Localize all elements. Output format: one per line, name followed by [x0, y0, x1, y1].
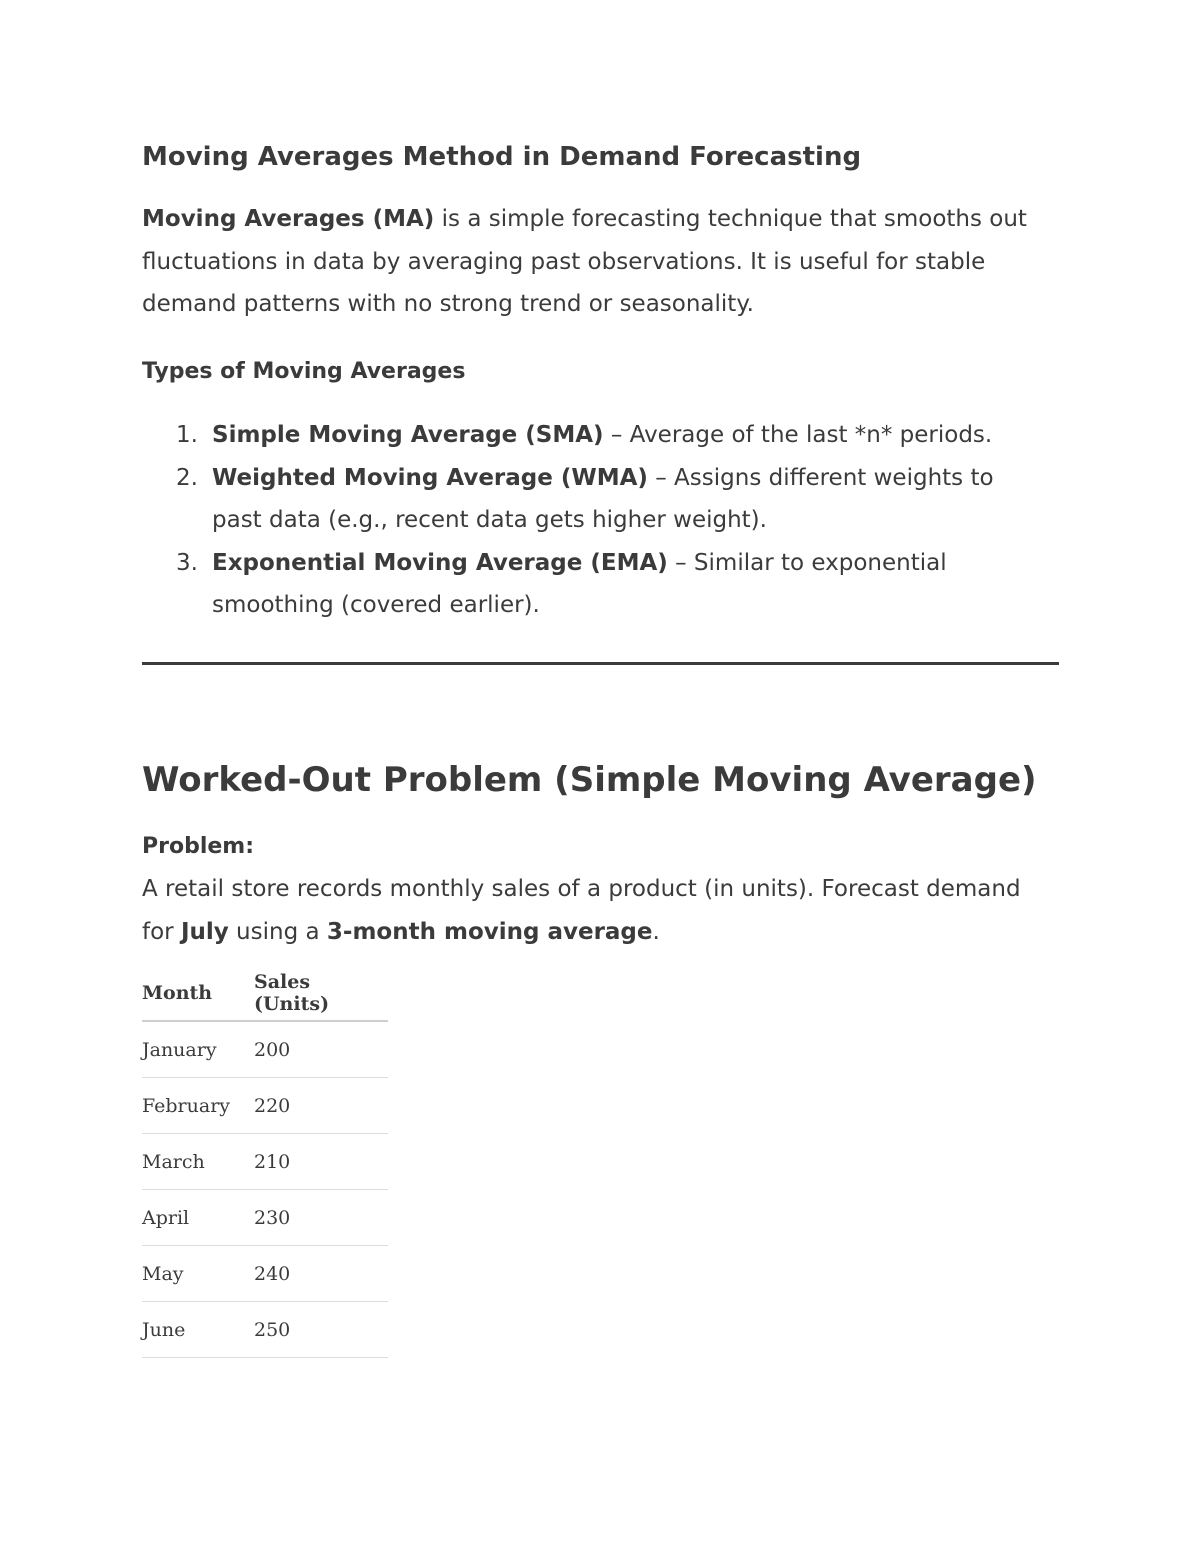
horizontal-divider: [142, 662, 1059, 665]
table-row: [142, 1021, 388, 1078]
column-header-sales: Sales (Units): [254, 966, 388, 1021]
month-cell: June: [142, 1302, 254, 1358]
list-item: [142, 414, 1022, 457]
problem-text-part: using a: [228, 918, 327, 945]
month-cell: February: [142, 1078, 254, 1134]
sales-cell: 240: [254, 1246, 388, 1302]
list-number: 1.: [176, 422, 198, 448]
table-row: [142, 1078, 388, 1134]
month-cell: May: [142, 1246, 254, 1302]
problem-bold-method: 3-month moving average: [326, 918, 653, 945]
problem-bold-month: July: [180, 918, 229, 945]
list-item: [142, 542, 1022, 627]
month-cell: January: [142, 1021, 254, 1078]
problem-label: Problem:: [142, 834, 255, 859]
month-cell: April: [142, 1190, 254, 1246]
table-row: [142, 1302, 388, 1358]
column-header-month: Month: [142, 966, 254, 1021]
types-heading: Types of Moving Averages: [142, 359, 466, 384]
intro-term: Moving Averages (MA): [142, 206, 435, 232]
problem-text-part: .: [652, 918, 660, 945]
list-description: – Similar to exponential smoothing (covered earlier).: [212, 549, 947, 618]
table-row: [142, 1190, 388, 1246]
intro-paragraph: [142, 198, 1059, 326]
section-title: Moving Averages Method in Demand Forecasting: [142, 142, 862, 172]
problem-text-part: A retail store records monthly sales of a product (in units). Forecast demand for: [142, 876, 1021, 945]
table-row: [142, 1246, 388, 1302]
list-term: Weighted Moving Average (WMA): [212, 464, 648, 491]
table-header-row: [142, 966, 388, 1021]
sales-cell: 210: [254, 1134, 388, 1190]
sales-table: [142, 966, 388, 1358]
types-list: [142, 414, 1059, 627]
sales-cell: 250: [254, 1302, 388, 1358]
list-description: – Assigns different weights to past data (e.g., recent data gets higher weight).: [212, 464, 994, 533]
list-term: Simple Moving Average (SMA): [212, 422, 604, 448]
sales-cell: 220: [254, 1078, 388, 1134]
list-number: 2.: [176, 464, 198, 491]
problem-statement: [142, 868, 1059, 953]
list-description: – Average of the last *n* periods.: [603, 422, 993, 448]
intro-text: is a simple forecasting technique that smooths out fluctuations in data by averaging past observations. It is useful for stable demand patterns with no strong trend or seasonality.: [142, 206, 1027, 317]
table-row: [142, 1134, 388, 1190]
list-number: 3.: [176, 549, 198, 576]
list-term: Exponential Moving Average (EMA): [212, 549, 668, 576]
month-cell: March: [142, 1134, 254, 1190]
sales-cell: 230: [254, 1190, 388, 1246]
sales-cell: 200: [254, 1021, 388, 1078]
list-item: [142, 457, 1022, 542]
problem-title: Worked-Out Problem (Simple Moving Average): [142, 760, 1037, 800]
